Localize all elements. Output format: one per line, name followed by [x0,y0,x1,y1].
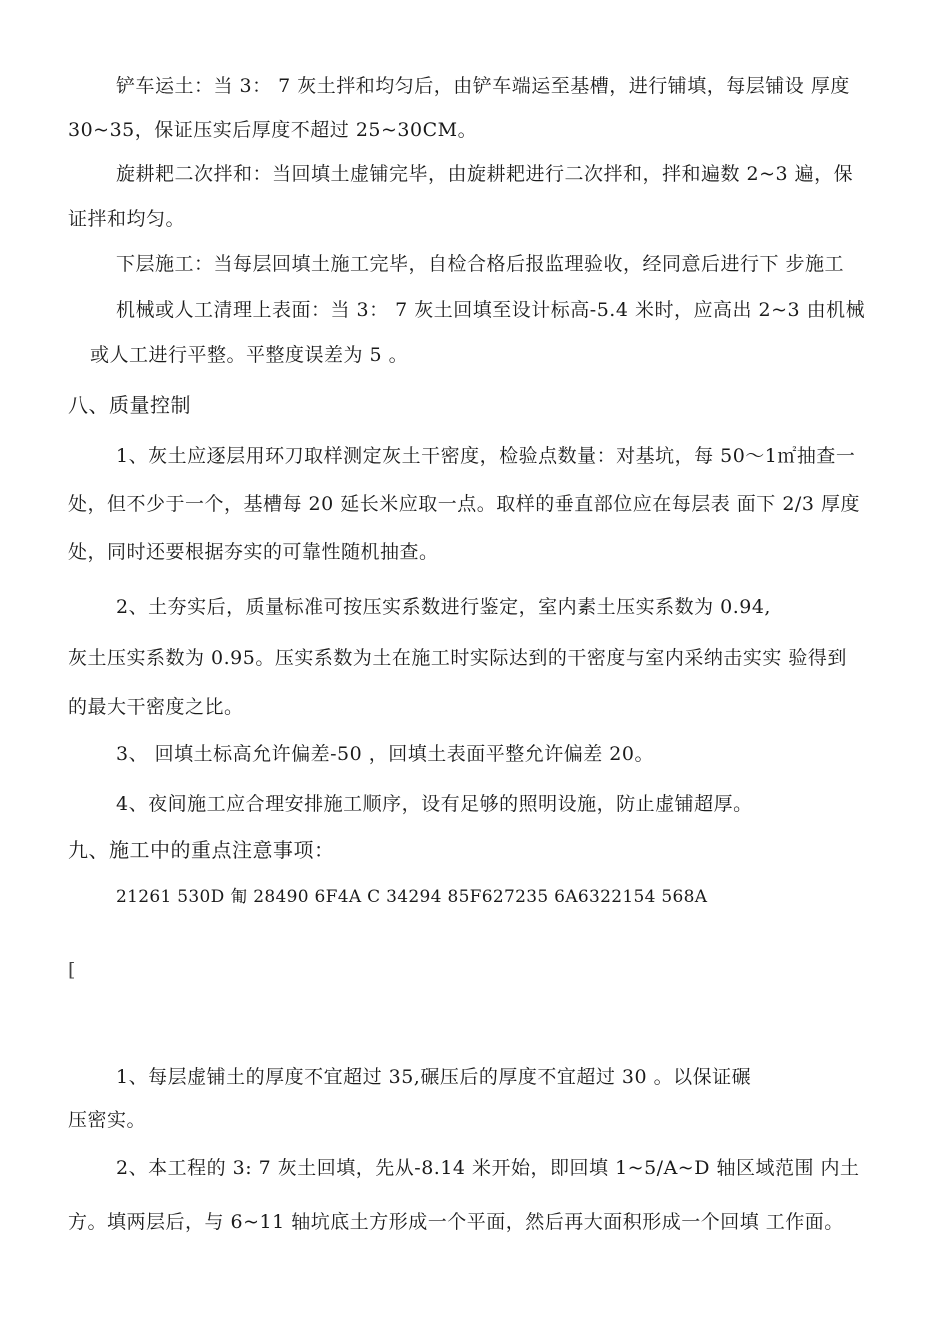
paragraph-line-note-2a: 2、本工程的 3: 7 灰土回填，先从-8.14 米开始，即回填 1~5/A~D 轴区域范围 内土 [116,1157,860,1179]
garbled-code-line: 21261 530D 匍 28490 6F4A C 34294 85F627235 6A6322154 568A [116,887,708,907]
paragraph-line-leveling: 或人工进行平整。平整度误差为 5 。 [90,344,409,366]
paragraph-line-rotary-harrow: 旋耕耙二次拌和：当回填土虚铺完毕，由旋耕耙进行二次拌和，拌和遍数 2~3 遍，保 [116,163,854,185]
paragraph-line-quality-1c: 处，同时还要根据夯实的可靠性随机抽查。 [68,541,439,563]
paragraph-line-note-1a: 1、每层虚铺土的厚度不宜超过 35,碾压后的厚度不宜超过 30 。以保证碾 [116,1066,752,1088]
paragraph-line-shovel-transport: 铲车运土：当 3： 7 灰土拌和均匀后，由铲车端运至基槽，进行铺填，每层铺设 厚度 [116,75,850,97]
section-heading-key-notes: 九、施工中的重点注意事项： [68,838,335,862]
paragraph-line-quality-1b: 处，但不少于一个，基槽每 20 延长米应取一点。取样的垂直部位应在每层表 面下 2/3 厚度 [68,493,860,515]
paragraph-line-surface-cleaning: 机械或人工清理上表面：当 3： 7 灰土回填至设计标高-5.4 米时，应高出 2~3 由机械 [116,299,866,321]
paragraph-line-quality-4: 4、夜间施工应合理安排施工顺序，设有足够的照明设施，防止虚铺超厚。 [116,793,753,815]
paragraph-line-quality-3: 3、 回填土标高允许偏差-50 ，回填土表面平整允许偏差 20。 [116,743,654,765]
bracket-mark: [ [68,959,76,981]
paragraph-line-thickness: 30~35，保证压实后厚度不超过 25~30CM。 [68,119,478,141]
paragraph-line-even-mix: 证拌和均匀。 [68,208,186,230]
paragraph-line-quality-2c: 的最大干密度之比。 [68,696,244,718]
paragraph-line-note-2b: 方。填两层后，与 6~11 轴坑底土方形成一个平面，然后再大面积形成一个回填 工作面。 [68,1211,844,1233]
paragraph-line-quality-2a: 2、土夯实后，质量标准可按压实系数进行鉴定，室内素土压实系数为 0.94, [116,596,771,618]
paragraph-line-quality-1a: 1、灰土应逐层用环刀取样测定灰土干密度，检验点数量：对基坑，每 50〜1㎡抽查一 [116,445,856,467]
paragraph-line-note-1b: 压密实。 [68,1109,147,1131]
paragraph-line-lower-layer: 下层施工：当每层回填土施工完毕，自检合格后报监理验收，经同意后进行下 步施工 [116,253,845,275]
section-heading-quality-control: 八、质量控制 [68,393,191,417]
paragraph-line-quality-2b: 灰土压实系数为 0.95。压实系数为土在施工时实际达到的干密度与室内采纳击实实 验得到 [68,647,847,669]
